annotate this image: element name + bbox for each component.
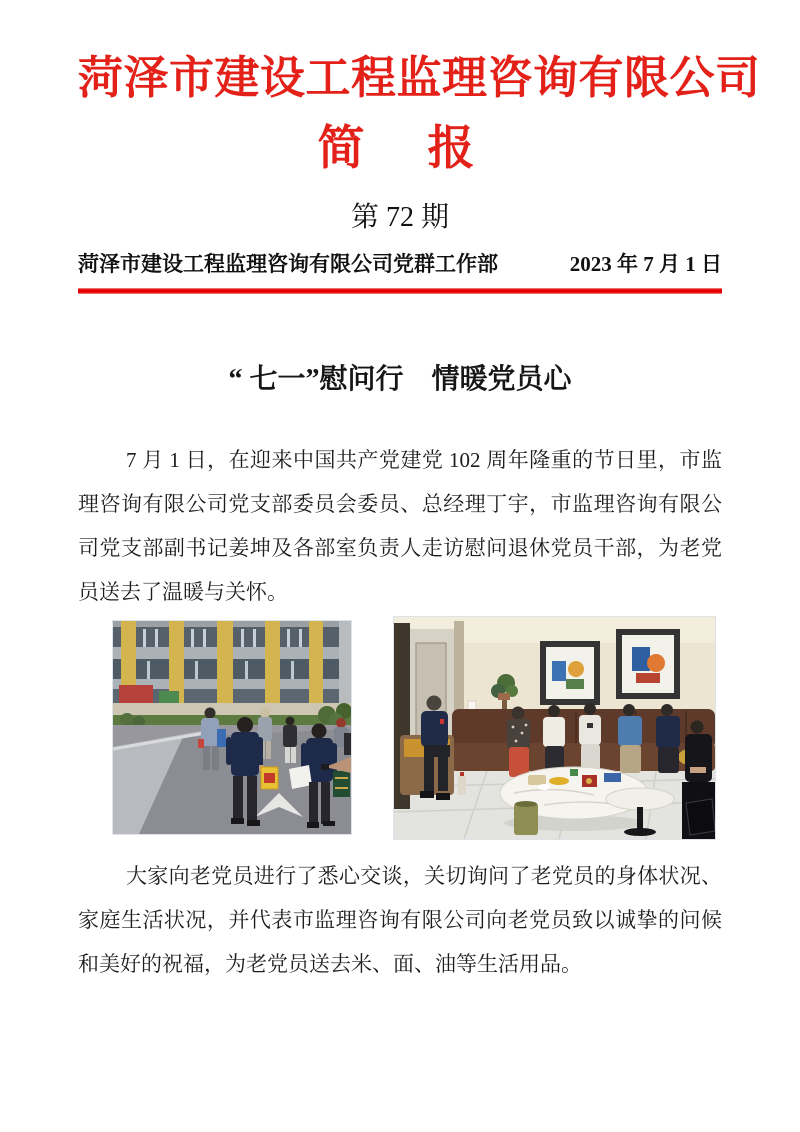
photo-row [78,616,722,840]
masthead-meta-row [78,250,722,278]
masthead [78,50,761,294]
living-room-visit-photo [393,616,716,840]
article-paragraph-2: 大家向老党员进行了悉心交谈，关切询问了老党员的身体状况、家庭生活状况，并代表市监理咨询有限公司向老党员致以诚挚的问候和美好的祝福，为老党员送去米、面、油等生活用品。 [78,864,722,977]
company-title: 菏泽市建设工程监理咨询有限公司 [78,53,761,103]
bulletin-title: 简 报 [317,122,483,175]
issue-date: 2023 年 7 月 1 日 [569,251,722,276]
issue-number: 第 72 期 [350,202,449,234]
outdoor-visit-photo [112,620,352,835]
article-paragraph-1: 7 月 1 日，在迎来中国共产党建党 102 周年隆重的节日里，市监理咨询有限公司党支部委员会委员、总经理丁宇，市监理咨询有限公司党支部副书记姜坤及各部室负责人走访慰问退休党员干部，为老党员送去了温暖与关怀。 [78,448,722,605]
article-title: “ 七一”慰问行 情暖党员心 [228,364,572,396]
article-body [78,362,722,986]
issuing-department: 菏泽市建设工程监理咨询有限公司党群工作部 [78,251,498,276]
red-divider-rule [78,288,722,294]
